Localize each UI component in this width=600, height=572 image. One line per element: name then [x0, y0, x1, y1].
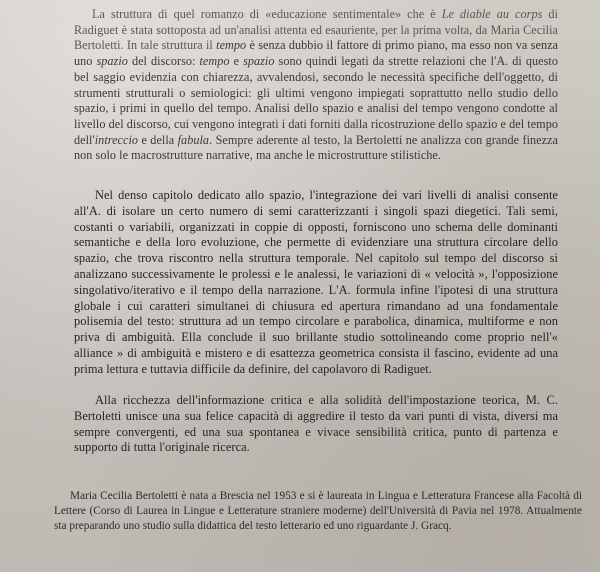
text-run: del discorso:	[127, 54, 200, 69]
text-run: sono quindi legati da strette relazioni che l'A. di questo bel saggio evidenzia con chiarezza, avvalendosi, secondo le necessità specifiche dell'oggetto, di strumenti strutturali o semiologici: gli ultimi vengono impiegati soprattutto nello studio dello spazio, i primi in quello del tempo. Analisi dello spazio e analisi del tempo vengono condotte al livello del discorso, cui vengono integrati i dati forniti dalla ricostruzione dello spazio e del tempo dell'	[74, 54, 559, 147]
text-run: è senza dubbio il fattore di primo piano, ma esso non va senza uno	[74, 38, 559, 69]
italic-term: fabula	[177, 132, 210, 147]
paragraph-structure-analysis	[74, 7, 558, 164]
paragraph-space-chapter: Nel denso capitolo dedicato allo spazio, l'integrazione dei vari livelli di analisi consente all'A. di isolare un certo numero di semi caratterizzanti i singoli spazi diegetici. Tali semi, costanti o variabili, organizzati in coppie di opposti, forniscono uno schema delle dominanti semantiche e della loro evoluzione, che permette di evidenziare una struttura circolare dello spazio, che trova riscontro nella struttura temporale. Nel capitolo sul tempo del discorso si analizzano successivamente le prolessi e le analessi, le variazioni di « velocità », l'opposizione singolativo/iterativo e il tempo della narrazione. L'A. formula infine l'ipotesi di una struttura globale i cui caratteri simultanei di chiusura ed apertura rimandano ad una fondamentale polisemia del testo: struttura ad un tempo circolare e parabolica, dinamica, multiforme e non priva di ambiguità. Ella conclude il suo brillante studio sottolineando come proprio nell'« alliance » di ambiguità e mistero e di esattezza geometrica consista il fascino, evidente ad una prima lettura e tuttavia difficile da definire, del capolavoro di Radiguet.	[74, 188, 558, 376]
italic-term: spazio	[96, 54, 128, 69]
italic-term: tempo	[199, 54, 230, 69]
paragraph-conclusion: Alla ricchezza dell'informazione critica e alla solidità dell'impostazione teorica, M. C. Bertoletti unisce una sua felice capacità di aggredire il testo da vari punti di vista, diversi ma sempre convergenti, ed una sua spontanea e vivace sensibilità critica, punto di partenza e supporto di tutta l'originale ricerca.	[74, 393, 558, 455]
italic-term: intreccio	[94, 132, 139, 147]
author-bio: Maria Cecilia Bertoletti è nata a Brescia nel 1953 e si è laureata in Lingua e Letteratura Francese alla Facoltà di Lettere (Corso di Laurea in Lingue e Letterature straniere moderne) dell'Università di Pavia nel 1978. Attualmente sta preparando uno studio sulla didattica del testo letterario ed uno riguardante J. Gracq.	[54, 490, 582, 532]
text-run: e della	[138, 132, 178, 147]
text-run: . Sempre aderente al testo, la Bertoletti ne analizza con grande finezza non solo le macrostrutture narrative, ma anche le microstrutture stilistiche.	[74, 132, 558, 163]
text-run: La struttura di quel romanzo di «educazione sentimentale» che è	[92, 7, 442, 21]
book-title-italic: Le diable au corps	[441, 7, 543, 21]
italic-term: tempo	[216, 38, 247, 53]
text-run: e	[229, 54, 244, 69]
italic-term: spazio	[243, 54, 275, 69]
text-run: di Radiguet è stata sottoposta ad un'analisi attenta ed esauriente, per la prima volta, da Maria Cecilia Bertoletti. In tale struttura il	[74, 7, 558, 53]
